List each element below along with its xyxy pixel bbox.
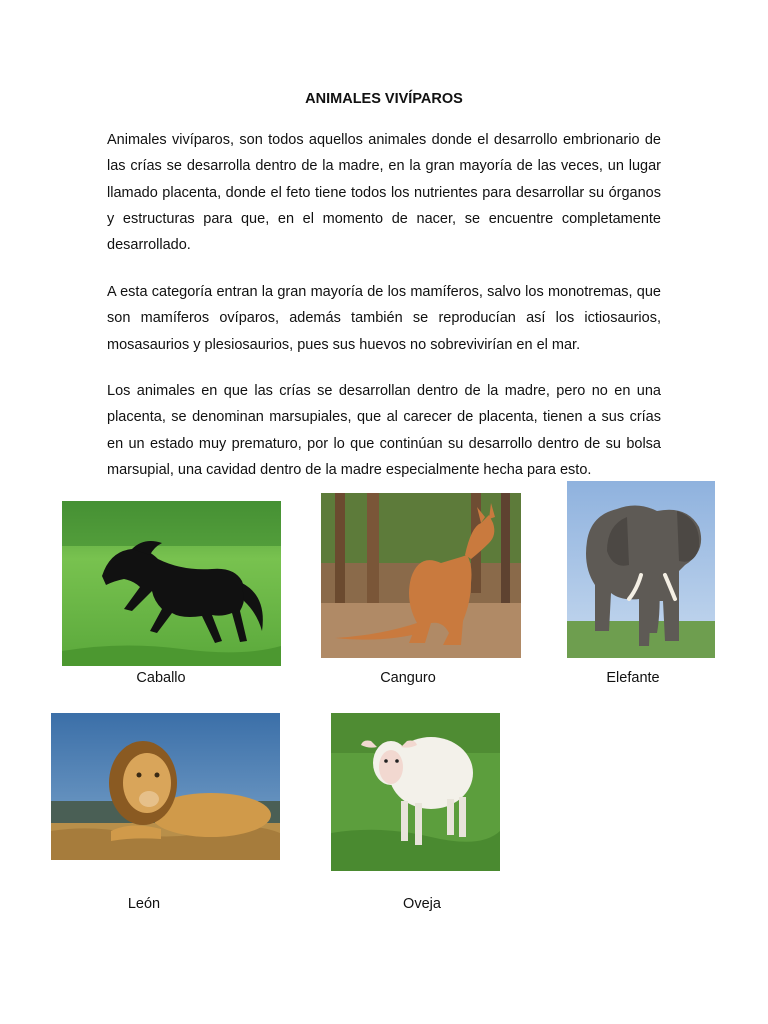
paragraph-marsupials: Los animales en que las crías se desarrollan dentro de la madre, pero no en una placenta, se denominan marsupiales, que al carecer de placenta, tienen a sus crías en un estado muy prematuro, por lo que continúan su desarrollo dentro de su bolsa marsupial, una cavidad dentro de la madre especialmente hecha para esto. — [107, 383, 661, 478]
caption-leon: León — [127, 896, 161, 912]
paragraph-viviparous-definition: Animales vivíparos, son todos aquellos animales donde el desarrollo embrionario de las crías se desarrolla dentro de la madre, en la gran mayoría de las veces, un lugar llamado placenta, donde el feto tiene todos los nutrientes para desarrollar su órganos y estructuras para que, en el momento de nacer, se encuentre completamente desarrollado. — [107, 132, 661, 254]
paragraph-mammals: A esta categoría entran la gran mayoría de los mamíferos, salvo los monotremas, que son mamíferos ovíparos, además también se reproducían así los ictiosaurios, mosasaurios y plesiosaurios, pues sus huevos no sobrevivirían en el mar. — [107, 284, 661, 353]
document-title: ANIMALES VIVÍPAROS — [305, 91, 463, 107]
caption-elefante: Elefante — [606, 670, 660, 686]
caption-caballo: Caballo — [136, 670, 186, 686]
kangaroo-photo — [321, 493, 521, 658]
sheep-photo — [331, 713, 500, 871]
lion-photo — [51, 713, 280, 860]
horse-photo — [62, 501, 281, 666]
elephant-photo — [567, 481, 715, 658]
caption-canguro: Canguro — [380, 670, 436, 686]
caption-oveja: Oveja — [403, 896, 441, 912]
